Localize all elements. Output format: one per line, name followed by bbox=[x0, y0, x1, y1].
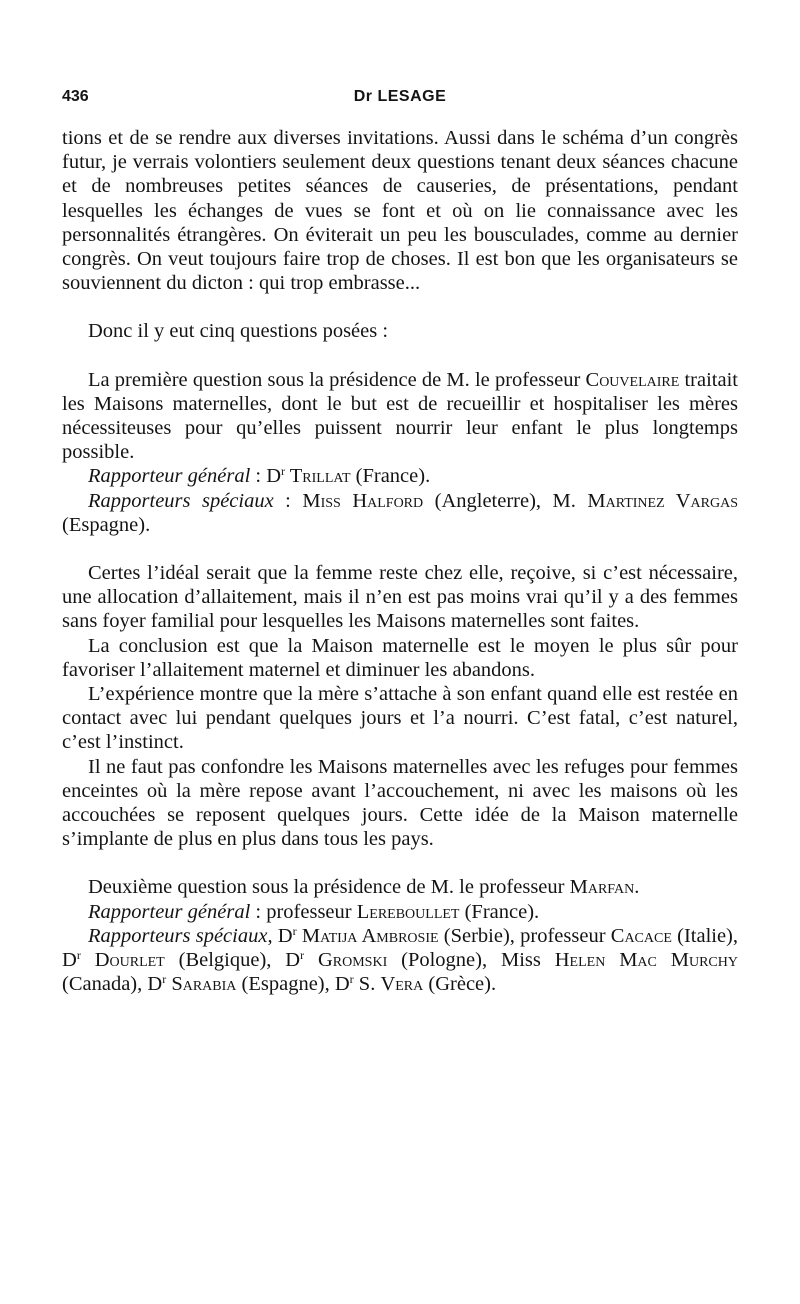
text-span: (Serbie), professeur bbox=[438, 924, 611, 947]
person-name: Miss Halford bbox=[302, 489, 424, 512]
document-page bbox=[62, 84, 738, 997]
text-span: Deuxième question sous la présidence de M. le professeur bbox=[88, 876, 570, 899]
paragraph-conclusion: La conclusion est que la Maison maternelle est le moyen le plus sûr pour favoriser l’allaitement maternel et diminuer les abandons. bbox=[62, 634, 738, 681]
text-span: (Belgique), D bbox=[164, 949, 301, 972]
text-span: . bbox=[634, 876, 640, 899]
paragraph-continuation: tions et de se rendre aux diverses invitations. Aussi dans le schéma d’un congrès futur, je verrais volontiers seulement deux questions tenant deux séances chacune et de nombreuses petites séances de causeries, de présentations, pendant lesquelles les échanges de vues se font et où on lie connaissance avec les personnalités étrangères. On éviterait un peu les bousculades, comme au dernier congrès. On veut toujours faire trop de choses. Il est bon que les organisateurs se souviennent du dicton : qui trop embrasse... bbox=[62, 127, 738, 295]
text-span: (Espagne). bbox=[62, 513, 151, 536]
text-span: : professeur bbox=[250, 900, 357, 923]
superscript: r bbox=[162, 972, 167, 987]
superscript: r bbox=[76, 948, 81, 963]
text-span: : D bbox=[250, 465, 282, 488]
text-span: (Italie), D bbox=[62, 924, 739, 972]
paragraph-ideal: Certes l’idéal serait que la femme reste chez elle, reçoive, si c’est nécessaire, une allocation d’allaitement, mais il n’en est pas moins vrai qu’il y a des femmes sans foyer familial pour lesquelles les Maisons maternelles sont faites. bbox=[62, 562, 738, 633]
text-span: (France). bbox=[459, 900, 540, 923]
label: Rapporteurs spéciaux bbox=[88, 924, 268, 947]
text-span: S. bbox=[353, 973, 381, 996]
person-name: Marfan bbox=[569, 876, 635, 899]
superscript: r bbox=[281, 464, 286, 479]
paragraph-rapporteur-general-2 bbox=[62, 900, 738, 924]
paragraph-first-question bbox=[62, 368, 738, 465]
person-name: Helen Mac Murchy bbox=[554, 949, 738, 972]
paragraph-rapporteur-general bbox=[62, 464, 738, 488]
person-name: Lereboullet bbox=[356, 900, 460, 923]
person-name: Couvelaire bbox=[585, 368, 680, 391]
person-name: Trillat bbox=[285, 465, 351, 488]
paragraph-gap bbox=[62, 851, 738, 875]
person-name: Martinez Vargas bbox=[587, 489, 738, 512]
superscript: r bbox=[349, 972, 354, 987]
text-span: (France). bbox=[350, 465, 431, 488]
person-name: Gromski bbox=[317, 949, 388, 972]
text-span: La première question sous la présidence de M. le professeur bbox=[88, 368, 586, 391]
text-span: (Angleterre), M. bbox=[423, 489, 588, 512]
text-span: , D bbox=[267, 924, 293, 947]
label: Rapporteur général bbox=[88, 465, 251, 488]
text-span bbox=[81, 949, 95, 971]
text-span: (Espagne), D bbox=[236, 973, 350, 996]
body-text bbox=[62, 126, 738, 997]
paragraph-experience: L’expérience montre que la mère s’attache à son enfant quand elle est restée en contact avec lui pendant quelques jours et l’a nourri. C’est fatal, c’est naturel, c’est l’instinct. bbox=[62, 683, 738, 754]
page-number: 436 bbox=[62, 88, 89, 105]
superscript: r bbox=[292, 923, 297, 938]
superscript: r bbox=[300, 948, 305, 963]
paragraph-rapporteurs-speciaux-2 bbox=[62, 924, 738, 997]
text-span: (Pologne), Miss bbox=[387, 949, 555, 972]
paragraph-gap bbox=[62, 295, 738, 319]
running-head: Dr LESAGE bbox=[353, 88, 447, 105]
page-header bbox=[62, 84, 738, 116]
paragraph-refuges: Il ne faut pas confondre les Maisons maternelles avec les refuges pour femmes enceintes où la mère repose avant l’accouchement, ni avec les maisons où les accouchées se reposent quelques jours. Cette idée de la Maison maternelle s’implante de plus en plus dans tous les pays. bbox=[62, 755, 738, 851]
text-span: traitait les Maisons maternelles, dont le but est de recueillir et hospitaliser les mères nécessiteuses pour qu’elles puissent nourrir leur enfant le plus longtemps possible. bbox=[62, 368, 738, 464]
paragraph-rapporteurs-speciaux bbox=[62, 489, 738, 537]
text-span bbox=[304, 949, 318, 971]
paragraph-questions-intro: Donc il y eut cinq questions posées : bbox=[88, 320, 389, 343]
person-name: Vera bbox=[380, 973, 424, 996]
person-name: Matija Ambrosie bbox=[301, 924, 439, 947]
text-span: : bbox=[273, 489, 303, 512]
paragraph-second-question bbox=[62, 875, 738, 899]
person-name: Dourlet bbox=[94, 949, 165, 972]
text-span: (Grèce). bbox=[423, 973, 497, 996]
paragraph-gap bbox=[62, 537, 738, 561]
person-name: Sarabia bbox=[171, 973, 237, 996]
label: Rapporteur général bbox=[88, 900, 251, 923]
label: Rapporteurs spéciaux bbox=[88, 489, 274, 512]
text-span: (Canada), D bbox=[62, 973, 163, 996]
person-name: Cacace bbox=[610, 924, 672, 947]
paragraph-gap bbox=[62, 344, 738, 368]
